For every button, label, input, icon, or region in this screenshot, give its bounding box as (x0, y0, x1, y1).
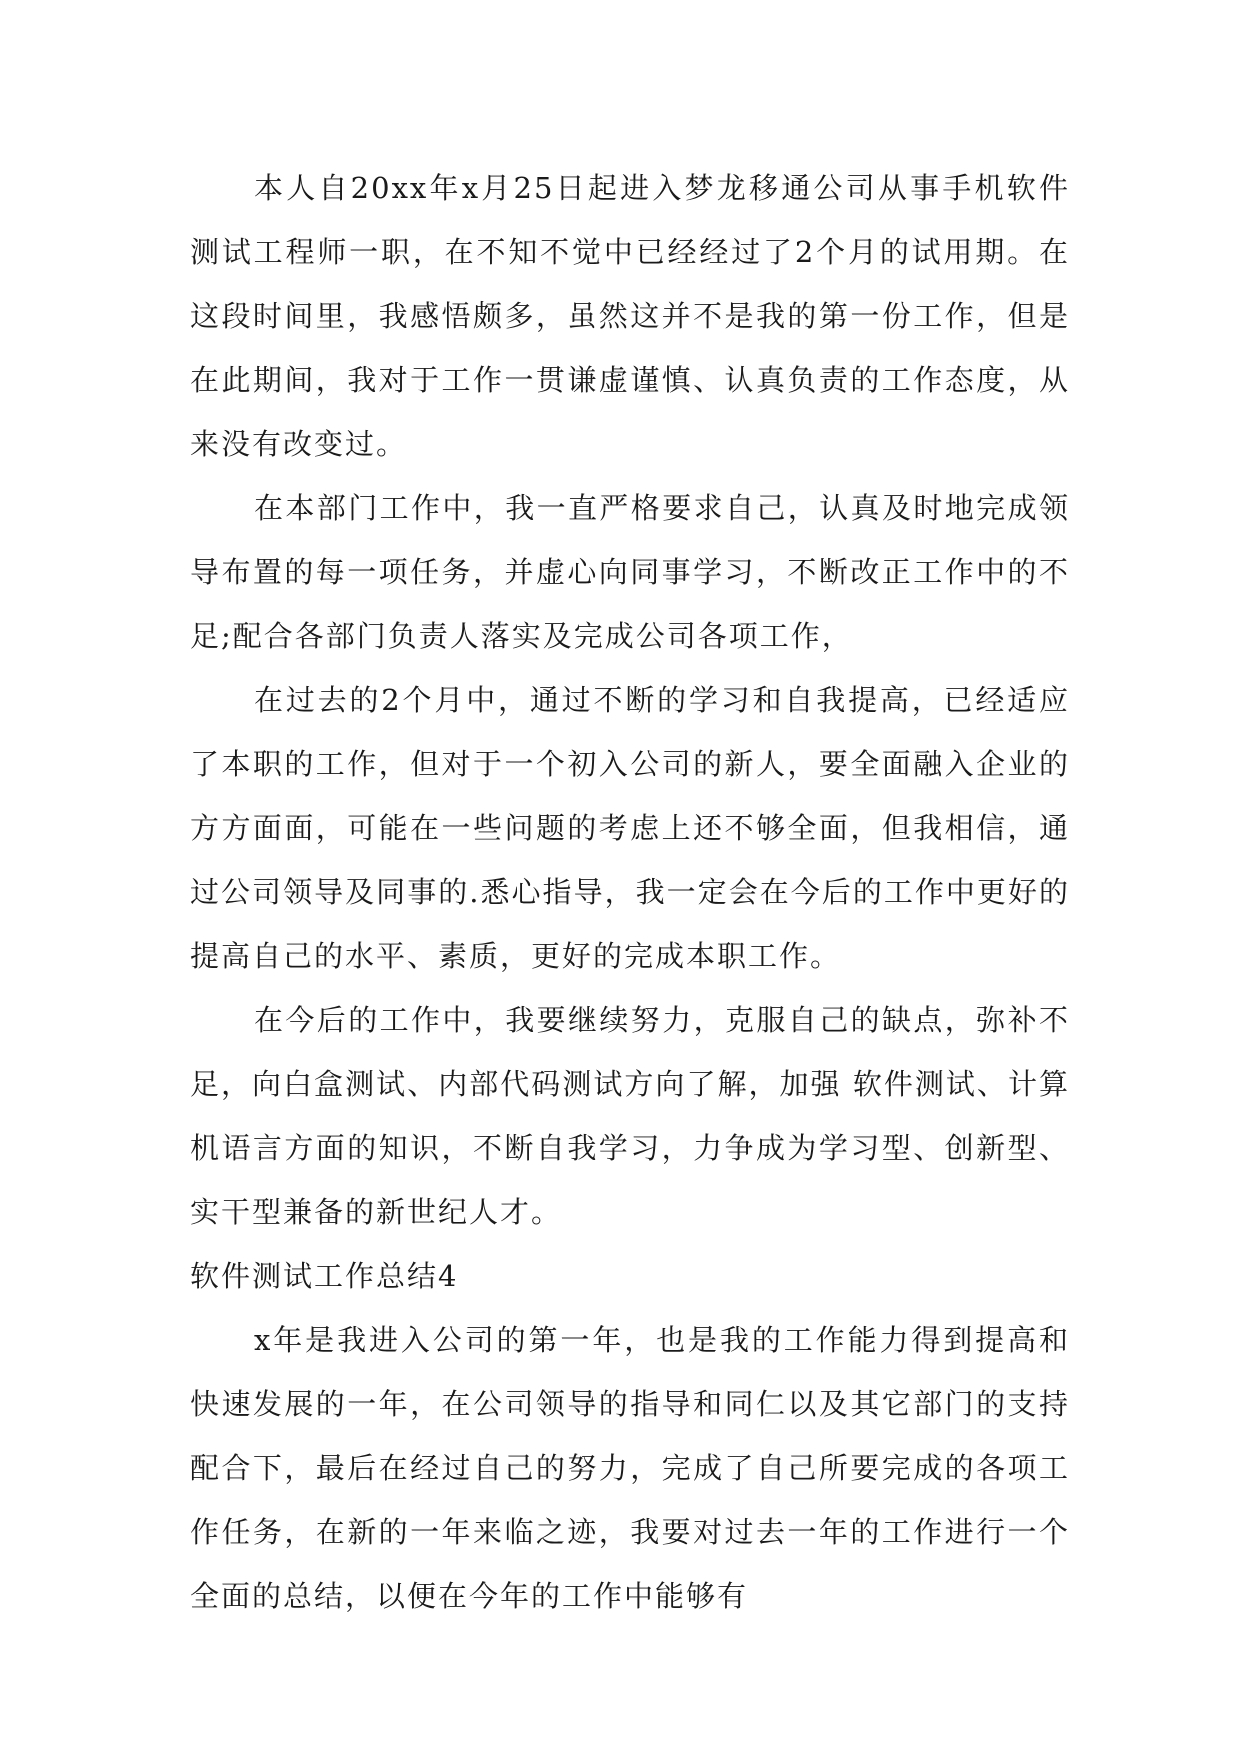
paragraph-first-year-summary: x年是我进入公司的第一年，也是我的工作能力得到提高和快速发展的一年，在公司领导的指导和同仁以及其它部门的支持配合下，最后在经过自己的努力，完成了自己所要完成的各项工作任务，在新的一年来临之迹，我要对过去一年的工作进行一个全面的总结，以便在今年的工作中能够有 (190, 1323, 1070, 1613)
document-body (190, 156, 1070, 1628)
section-heading: 软件测试工作总结4 (190, 1259, 459, 1293)
paragraph-past-two-months: 在过去的2个月中，通过不断的学习和自我提高，已经适应了本职的工作，但对于一个初入公司的新人，要全面融入企业的方方面面，可能在一些问题的考虑上还不够全面，但我相信，通过公司领导及同事的.悉心指导，我一定会在今后的工作中更好的提高自己的水平、素质，更好的完成本职工作。 (190, 683, 1070, 973)
paragraph-department-work: 在本部门工作中，我一直严格要求自己，认真及时地完成领导布置的每一项任务，并虚心向同事学习，不断改正工作中的不足;配合各部门负责人落实及完成公司各项工作， (190, 491, 1070, 653)
paragraph-probation-intro: 本人自20xx年x月25日起进入梦龙移通公司从事手机软件测试工程师一职，在不知不觉中已经经过了2个月的试用期。在这段时间里，我感悟颇多，虽然这并不是我的第一份工作，但是在此期间，我对于工作一贯谦虚谨慎、认真负责的工作态度，从来没有改变过。 (190, 171, 1070, 461)
paragraph-future-plans: 在今后的工作中，我要继续努力，克服自己的缺点，弥补不足，向白盒测试、内部代码测试方向了解，加强 软件测试、计算机语言方面的知识，不断自我学习，力争成为学习型、创新型、实干型兼备的新世纪人才。 (190, 1003, 1070, 1229)
